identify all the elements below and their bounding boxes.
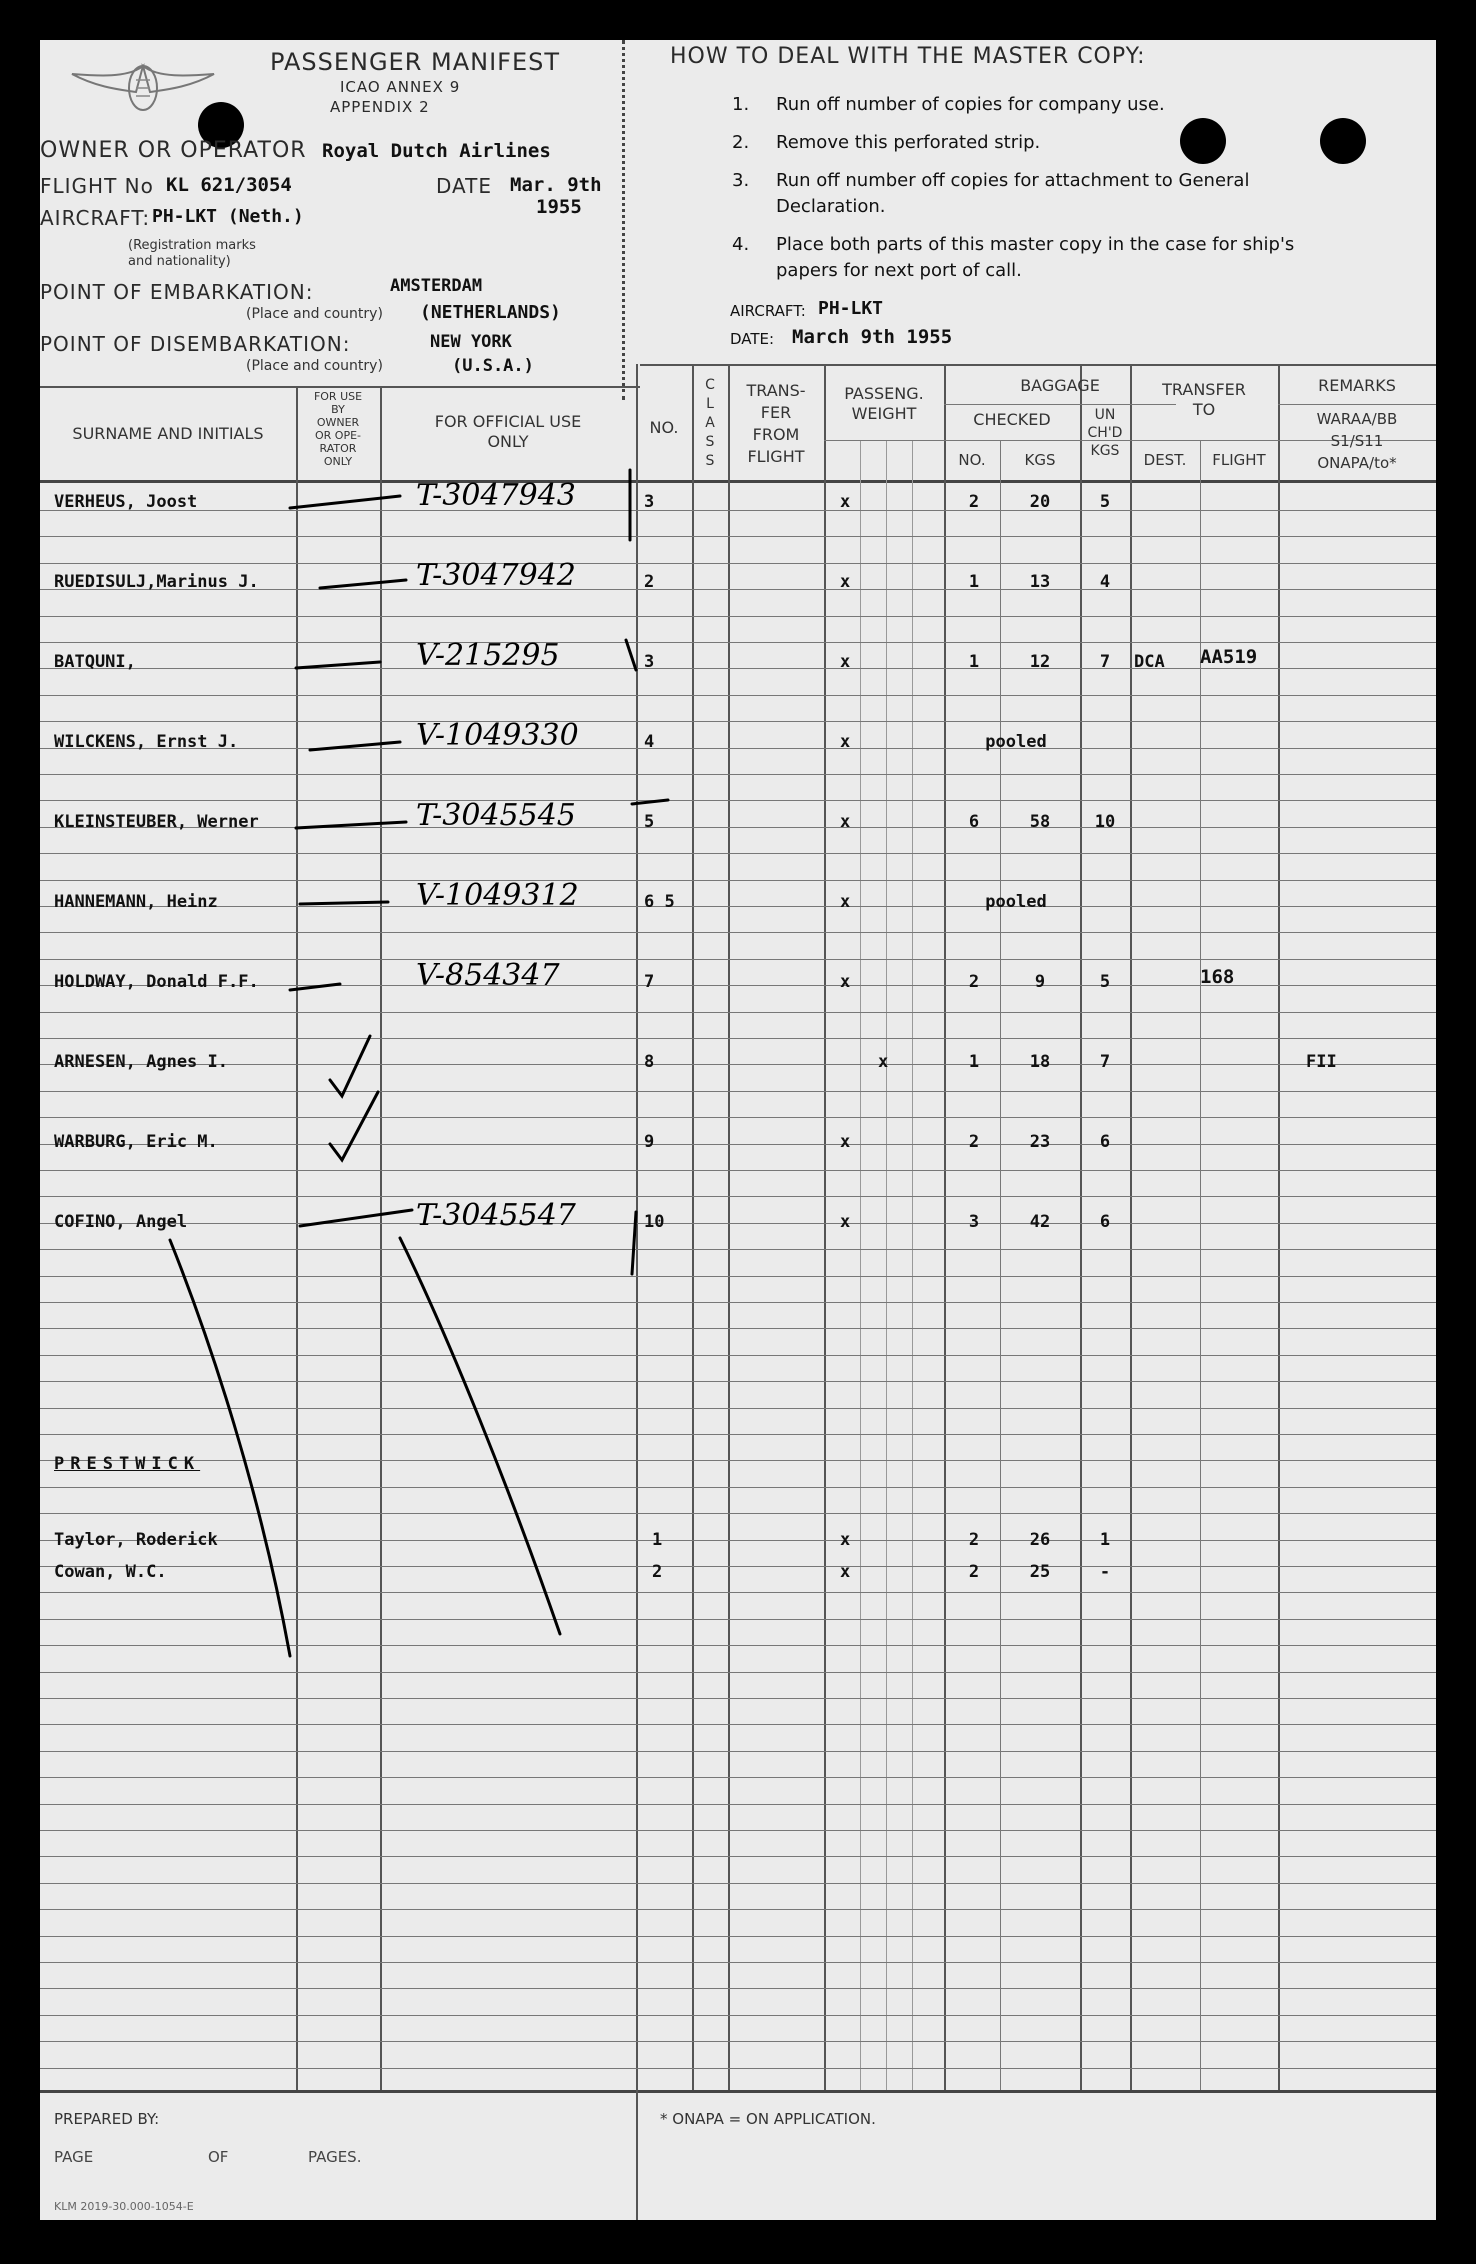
- baggage-count: 2: [968, 1132, 980, 1152]
- embark-country: (NETHERLANDS): [420, 302, 561, 323]
- baggage-count: 2: [968, 1562, 980, 1582]
- passenger-no: 1: [652, 1530, 663, 1550]
- page-title: PASSENGER MANIFEST: [270, 48, 561, 76]
- weight-mark: x: [840, 972, 851, 992]
- weight-mark: x: [840, 492, 851, 512]
- official-number: T-3047942: [416, 558, 576, 593]
- unchecked-kgs: 6: [1099, 1132, 1111, 1152]
- weight-mark: x: [840, 1132, 851, 1152]
- unchecked-kgs: -: [1099, 1562, 1111, 1582]
- official-number: V-1049330: [416, 718, 579, 753]
- appendix-label: APPENDIX 2: [330, 98, 430, 116]
- column-header-official-use: FOR OFFICIAL USE ONLY: [434, 412, 582, 451]
- official-number: T-3045547: [416, 1198, 576, 1233]
- passenger-name: RUEDISULJ,Marinus J.: [54, 572, 259, 592]
- baggage-count: 6: [968, 812, 980, 832]
- column-header-checked: CHECKED: [973, 410, 1051, 429]
- baggage-count: 1: [968, 652, 980, 672]
- instruction-text: Run off number off copies for attachment to General: [776, 170, 1250, 191]
- instruction-text: Remove this perforated strip.: [776, 132, 1041, 153]
- embark-city: AMSTERDAM: [390, 276, 483, 296]
- weight-mark: x: [840, 1562, 851, 1582]
- baggage-kgs: 42: [1029, 1212, 1051, 1232]
- passenger-name: WARBURG, Eric M.: [54, 1132, 218, 1152]
- official-number: V-1049312: [416, 878, 579, 913]
- passenger-name: BATQUNI,: [54, 652, 136, 672]
- page-label: PAGE: [54, 2148, 94, 2166]
- passenger-no: 3: [644, 652, 655, 672]
- unchecked-kgs: 5: [1099, 972, 1111, 992]
- baggage-kgs: 23: [1029, 1132, 1051, 1152]
- baggage-kgs: 18: [1029, 1052, 1051, 1072]
- onapa-note: * ONAPA = ON APPLICATION.: [660, 2110, 876, 2128]
- column-header-no: NO.: [649, 418, 679, 437]
- instruction-number: 2.: [732, 132, 750, 153]
- baggage-kgs: 13: [1029, 572, 1051, 592]
- column-header-passeng-weight: PASSENG. WEIGHT: [844, 384, 924, 423]
- baggage-count: 2: [968, 492, 980, 512]
- column-header-baggage: BAGGAGE: [1020, 376, 1100, 395]
- passenger-name: KLEINSTEUBER, Werner: [54, 812, 259, 832]
- instruction-text: papers for next port of call.: [776, 260, 1022, 281]
- embark-note: (Place and country): [246, 306, 383, 322]
- weight-mark: x: [840, 1212, 851, 1232]
- form-code: KLM 2019-30.000-1054-E: [54, 2200, 194, 2213]
- date-value: Mar. 9th: [510, 174, 602, 196]
- of-label: OF: [208, 2148, 229, 2166]
- instructions-aircraft-value: PH-LKT: [818, 298, 884, 319]
- unchecked-kgs: 1: [1099, 1530, 1111, 1550]
- prestwick-label: PRESTWICK: [54, 1454, 201, 1474]
- remarks-value: FII: [1306, 1052, 1337, 1072]
- passenger-name: VERHEUS, Joost: [54, 492, 198, 512]
- column-header-dest: DEST.: [1143, 451, 1187, 469]
- flight-value: KL 621/3054: [166, 174, 292, 196]
- weight-mark: x: [840, 1530, 851, 1550]
- unchecked-kgs: 7: [1099, 1052, 1111, 1072]
- prepared-by-label: PREPARED BY:: [54, 2110, 160, 2128]
- column-header-owner-use: FOR USE BY OWNER OR OPE- RATOR ONLY: [313, 390, 363, 468]
- passenger-no: 8: [644, 1052, 655, 1072]
- baggage-kgs: 26: [1029, 1530, 1051, 1550]
- instructions-aircraft-label: AIRCRAFT:: [730, 302, 806, 320]
- column-header-unchecked: UN CH'D KGS: [1087, 407, 1123, 459]
- handwritten-marks: [40, 40, 1436, 2220]
- weight-mark: x: [840, 572, 851, 592]
- passenger-no: 5: [644, 812, 655, 832]
- column-header-flight: FLIGHT: [1212, 451, 1266, 469]
- passenger-no: 2: [644, 572, 655, 592]
- annex-label: ICAO ANNEX 9: [340, 78, 461, 96]
- column-header-checked-no: NO.: [958, 451, 986, 469]
- weight-mark: x: [878, 1052, 889, 1072]
- passenger-name: ARNESEN, Agnes I.: [54, 1052, 228, 1072]
- passenger-no: 6 5: [644, 892, 675, 912]
- official-number: T-3045545: [416, 798, 576, 833]
- passenger-name: COFINO, Angel: [54, 1212, 188, 1232]
- baggage-kgs: 58: [1029, 812, 1051, 832]
- passenger-name: Taylor, Roderick: [54, 1530, 218, 1550]
- passenger-no: 2: [652, 1562, 663, 1582]
- transfer-flight: AA519: [1200, 646, 1258, 668]
- column-header-surname: SURNAME AND INITIALS: [72, 424, 264, 443]
- year-value: 1955: [536, 196, 582, 218]
- aircraft-label: AIRCRAFT:: [40, 206, 151, 230]
- owner-value: Royal Dutch Airlines: [322, 140, 551, 162]
- column-header-transfer-to: TRANSFER TO: [1162, 380, 1246, 419]
- unchecked-kgs: 4: [1099, 572, 1111, 592]
- column-header-remarks: REMARKS: [1318, 376, 1396, 395]
- instruction-number: 1.: [732, 94, 750, 115]
- transfer-flight: 168: [1200, 966, 1235, 988]
- weight-mark: x: [840, 892, 851, 912]
- column-header-class: C L A S S: [705, 377, 715, 469]
- weight-mark: x: [840, 652, 851, 672]
- baggage-kgs: 9: [1034, 972, 1046, 992]
- flight-label: FLIGHT No: [40, 174, 154, 198]
- passenger-no: 3: [644, 492, 655, 512]
- baggage-kgs: 12: [1029, 652, 1051, 672]
- passenger-no: 7: [644, 972, 655, 992]
- instruction-text: Declaration.: [776, 196, 886, 217]
- column-header-remarks-codes: WARAA/BB S1/S11 ONAPA/to*: [1316, 410, 1398, 472]
- unchecked-kgs: 10: [1094, 812, 1116, 832]
- instructions-title: HOW TO DEAL WITH THE MASTER COPY:: [670, 44, 1146, 69]
- baggage-kgs: 25: [1029, 1562, 1051, 1582]
- unchecked-kgs: 5: [1099, 492, 1111, 512]
- disembark-country: (U.S.A.): [452, 356, 534, 376]
- unchecked-kgs: 7: [1099, 652, 1111, 672]
- baggage-kgs: pooled: [985, 892, 1047, 912]
- disembark-label: POINT OF DISEMBARKATION:: [40, 332, 351, 356]
- instruction-number: 3.: [732, 170, 750, 191]
- unchecked-kgs: 6: [1099, 1212, 1111, 1232]
- date-label: DATE: [436, 174, 493, 198]
- column-header-transfer-from: TRANS- FER FROM FLIGHT: [746, 381, 806, 466]
- baggage-count: 3: [968, 1212, 980, 1232]
- passenger-no: 4: [644, 732, 655, 752]
- registration-note: and nationality): [128, 254, 231, 269]
- official-number: V-854347: [416, 958, 560, 993]
- manifest-sheet: [40, 40, 1436, 2220]
- passenger-no: 10: [644, 1212, 665, 1232]
- instructions-date-label: DATE:: [730, 330, 775, 348]
- baggage-kgs: pooled: [985, 732, 1047, 752]
- baggage-count: 2: [968, 1530, 980, 1550]
- weight-mark: x: [840, 812, 851, 832]
- baggage-count: 2: [968, 972, 980, 992]
- disembark-note: (Place and country): [246, 358, 383, 374]
- transfer-dest: DCA: [1134, 652, 1165, 672]
- embark-label: POINT OF EMBARKATION:: [40, 280, 314, 304]
- passenger-name: HOLDWAY, Donald F.F.: [54, 972, 259, 992]
- baggage-count: 1: [968, 572, 980, 592]
- passenger-no: 9: [644, 1132, 655, 1152]
- registration-note: (Registration marks: [128, 238, 256, 253]
- passenger-name: Cowan, W.C.: [54, 1562, 167, 1582]
- passenger-name: WILCKENS, Ernst J.: [54, 732, 239, 752]
- instruction-text: Run off number of copies for company use.: [776, 94, 1165, 115]
- footer-divider: [636, 2090, 638, 2220]
- passenger-name: HANNEMANN, Heinz: [54, 892, 218, 912]
- owner-label: OWNER OR OPERATOR: [40, 138, 307, 163]
- column-header-checked-kgs: KGS: [1024, 451, 1056, 469]
- baggage-count: 1: [968, 1052, 980, 1072]
- instruction-text: Place both parts of this master copy in the case for ship's: [776, 234, 1295, 255]
- weight-mark: x: [840, 732, 851, 752]
- disembark-city: NEW YORK: [430, 332, 512, 352]
- pages-label: PAGES.: [308, 2148, 362, 2166]
- official-number: V-215295: [416, 638, 560, 673]
- instructions-date-value: March 9th 1955: [792, 326, 953, 348]
- baggage-kgs: 20: [1029, 492, 1051, 512]
- instruction-number: 4.: [732, 234, 750, 255]
- aircraft-value: PH-LKT (Neth.): [152, 206, 304, 227]
- official-number: T-3047943: [416, 478, 576, 513]
